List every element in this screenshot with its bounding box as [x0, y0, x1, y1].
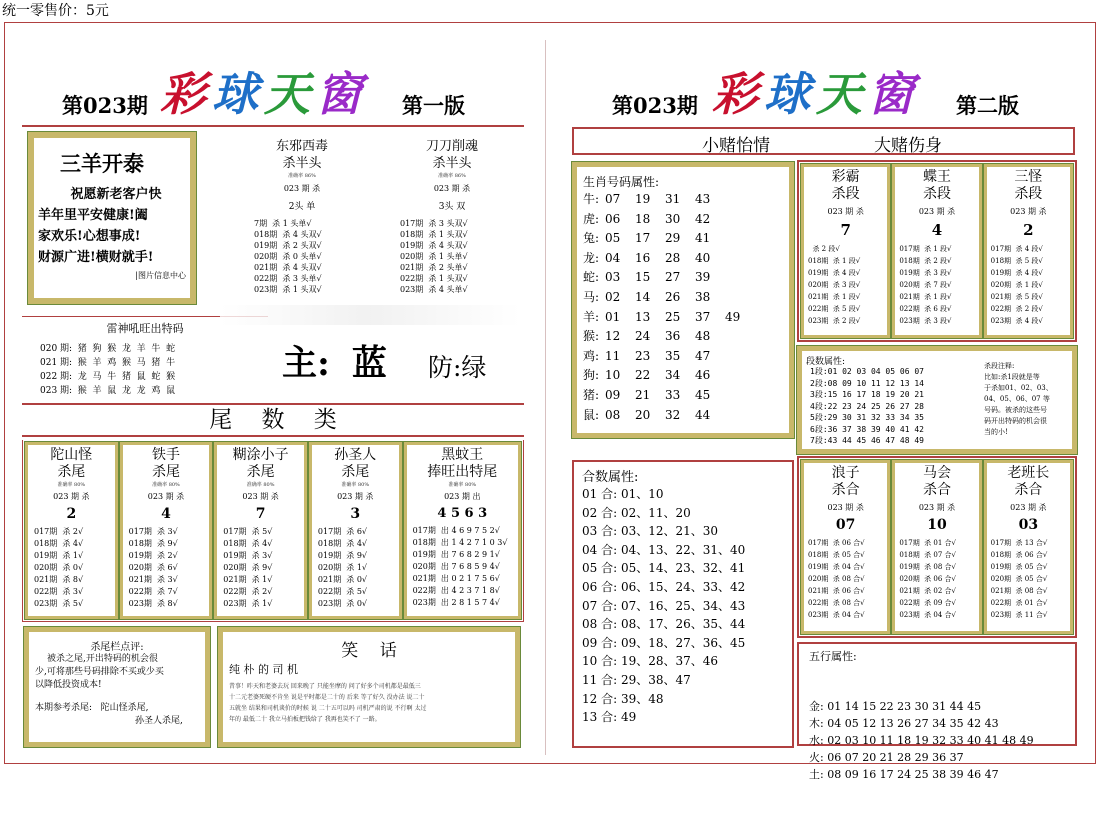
heshu-row: 13 合: 49 — [582, 710, 637, 725]
left-issue: 第023期 — [62, 93, 148, 118]
zodiac-row: 鼠: 08 20 32 44 — [583, 407, 711, 422]
greeting-lines: 祝愿新老客户快 羊年里平安健康!阖 家欢乐!心想事成! 财源广进!横财就手! — [38, 187, 162, 265]
zodiac-row: 虎: 06 18 30 42 — [583, 211, 711, 226]
main-color: 主: 蓝 — [282, 343, 387, 384]
heshu-row: 11 合: 29、38、47 — [582, 672, 691, 687]
right-logo: 彩球天窗 — [712, 67, 920, 121]
greeting-box — [28, 132, 196, 304]
zodiac-row: 猪: 09 21 33 45 — [583, 387, 711, 402]
slogan-bar: 小赌怡情 大赌伤身 — [572, 127, 1075, 155]
stat-box: 马会 杀合 023 期 杀 10 017期 杀 01 合√ 018期 杀 07 合√ 019期 杀 08 合√ 020期 杀 06 合√ 021期 杀 02 合√ 022期 杀 09 合√ 023期 杀 04 合√ — [892, 460, 981, 634]
heshu-row: 03 合: 03、12、21、30 — [582, 524, 719, 539]
heshu-box: 合数属性: 01 合: 01、10 02 合: 02、11、20 03 合: 03、12、21、30 04 合: 04、13、22、31、40 05 合: 05、14、23、32、41 06 合: 06、15、24、33、42 07 合: 07、16、25、34、43 08 合: 08、17、26、35、44 09 合: 09、18、27、36、45 10 合: 19、28、37、46 11 合: 29、38、47 12 合: 39、48 13 合: 49 — [572, 460, 794, 748]
stat-box: 彩霸 杀段 023 期 杀 7 杀 2 段√ 018期 杀 1 段√ 019期 杀 4 段√ 020期 杀 3 段√ 021期 杀 1 段√ 022期 杀 5 段√ 023期 杀 2 段√ — [801, 164, 890, 338]
kill-head-col2: 刀刀削魂 杀半头 准确率 86% 023 期 杀 3头 双 017期 杀 3 头双√ 018期 杀 1 头双√ 019期 杀 4 头双√ 020期 杀 1 头单√ 021期 杀 2 头单√ 022期 杀 1 头双√ 023期 杀 4 头单√ — [400, 139, 478, 294]
stat-box: 浪子 杀合 023 期 杀 07 017期 杀 06 合√ 018期 杀 05 合√ 019期 杀 04 合√ 020期 杀 08 合√ 021期 杀 06 合√ 022期 杀 08 合√ 023期 杀 04 合√ — [801, 460, 890, 634]
guard-color: 防:绿 — [428, 353, 487, 382]
heshu-row: 02 合: 02、11、20 — [582, 505, 691, 520]
heshu-row: 08 合: 08、17、26、35、44 — [582, 617, 746, 632]
thunder-box: 雷神吼旺出特码 020 期: 猪 狗 猴 龙 羊 牛 蛇 021 期: 猴 羊 鸡 猴 马 猪 牛 022 期: 龙 马 牛 猪 鼠 蛇 猴 023 期: 猴 羊 鼠 龙 龙 鸡 鼠 — [22, 316, 268, 402]
stat-box: 三怪 杀段 023 期 杀 2 017期 杀 4 段√ 018期 杀 5 段√ 019期 杀 4 段√ 020期 杀 1 段√ 021期 杀 5 段√ 022期 杀 2 段√ 023期 杀 4 段√ — [984, 164, 1073, 338]
heshu-row: 12 合: 39、48 — [582, 691, 664, 706]
duan-box: 段数属性: 1段:01 02 03 04 05 06 07 2段:08 09 10 11 12 13 14 3段:15 16 17 18 19 20 21 4段:22 23 24 25 26 27 28 5段:29 30 31 32 33 34 35 6段:36 37 38 39 40 41 42 7段:43 44 45 46 47 48 49 杀段注释: 比如:杀1段就是等 于杀如01、02、03、 04、05、06、07 等 号码。被杀的这些号 码开出特码的机会很 当的小! — [797, 346, 1077, 454]
heshu-row: 07 合: 07、16、25、34、43 — [582, 598, 746, 613]
zodiac-row: 蛇: 03 15 27 39 — [583, 270, 711, 285]
zodiac-row: 马: 02 14 26 38 — [583, 289, 711, 304]
heshu-row: 06 合: 06、15、24、33、42 — [582, 579, 746, 594]
center-fold — [545, 40, 546, 755]
price-label: 统一零售价：5元 — [2, 3, 109, 19]
right-edition: 第二版 — [956, 93, 1019, 118]
joke-box: 笑 话 纯 朴 的 司 机 昔事！昨天和老婆去玩 回来晚了 只能坐摩的 问了好多个司机都是最低三 十二元老婆死硬不肯坐 说是平时都是二十的 后来 等了好久 没办法 说二十 五就坐 结果和司机谈价的时候 说 二十五可以吗 司机严肃的说 不行啊 太过 年的 最低二十 我立马拍板把钱给了 我再也笑不了 一路。 — [218, 627, 520, 747]
stat-box: 黑蚊王 捧旺出特尾 准确率 80% 023 期 出 4 5 6 3 017期 出 4 6 9 7 5 2√ 018期 出 1 4 2 7 1 0 3√ 019期 出 7 6 8 2 9 1√ 020期 出 7 6 8 5 9 4√ 021期 出 0 2 1 7 5 6√ 022期 出 4 2 3 7 1 8√ 023期 出 2 8 1 5 7 4√ — [404, 442, 521, 619]
tail-boxes — [22, 440, 524, 622]
zodiac-row: 兔: 05 17 29 41 — [583, 231, 711, 246]
left-logo: 彩球天窗 — [160, 67, 368, 121]
left-header-rule — [22, 125, 524, 127]
zodiac-box: 生肖号码属性: 牛: 07 19 31 43 虎: 06 18 30 42 兔: 05 17 29 41 龙: 04 16 28 40 蛇: 03 15 27 39 马: 02 14 26 38 羊: 01 13 25 37 49 猴: 12 24 36 48 鸡: 11 23 35 47 狗: 10 22 34 46 猪: 09 21 33 45 鼠: 08 20 32 44 — [572, 162, 794, 438]
left-edition: 第一版 — [402, 93, 465, 118]
heshu-row: 10 合: 19、28、37、46 — [582, 654, 719, 669]
he-boxes — [797, 456, 1077, 638]
zodiac-row: 羊: 01 13 25 37 49 — [583, 309, 741, 324]
heshu-row: 09 合: 09、18、27、36、45 — [582, 635, 746, 650]
stat-box: 孙圣人 杀尾 准确率 80% 023 期 杀 3 017期 杀 6√ 018期 杀 4√ 019期 杀 9√ 020期 杀 1√ 021期 杀 0√ 022期 杀 5√ 023期 杀 0√ — [309, 442, 402, 619]
kill-head-col1: 东邪西毒 杀半头 准确率 86% 023 期 杀 2头 单 7期 杀 1 头单√ 018期 杀 4 头双√ 019期 杀 2 头双√ 020期 杀 0 头单√ 021期 杀 4 头双√ 022期 杀 3 头单√ 023期 杀 1 头双√ — [254, 139, 328, 294]
zodiac-row: 龙: 04 16 28 40 — [583, 250, 711, 265]
stat-box: 老班长 杀合 023 期 杀 03 017期 杀 13 合√ 018期 杀 06 合√ 019期 杀 05 合√ 020期 杀 05 合√ 021期 杀 08 合√ 022期 杀 01 合√ 023期 杀 11 合√ — [984, 460, 1073, 634]
heshu-row: 01 合: 01、10 — [582, 487, 664, 501]
tail-banner: 尾 数 类 — [22, 403, 524, 437]
stat-box: 陀山怪 杀尾 准确率 80% 023 期 杀 2 017期 杀 2√ 018期 杀 4√ 019期 杀 1√ 020期 杀 0√ 021期 杀 8√ 022期 杀 3√ 023期 杀 5√ — [25, 442, 118, 619]
zodiac-row: 鸡: 11 23 35 47 — [583, 348, 711, 363]
stat-box: 铁手 杀尾 准确率 80% 023 期 杀 4 017期 杀 3√ 018期 杀 9√ 019期 杀 2√ 020期 杀 6√ 021期 杀 3√ 022期 杀 7√ 023期 杀 8√ — [120, 442, 213, 619]
zodiac-row: 猴: 12 24 36 48 — [583, 329, 711, 344]
right-issue: 第023期 — [612, 93, 698, 118]
smudge — [220, 305, 520, 325]
greeting-title: 三羊开泰 — [60, 151, 144, 176]
zodiac-row: 狗: 10 22 34 46 — [583, 368, 711, 383]
zodiac-row: 牛: 07 19 31 43 — [583, 192, 711, 206]
heshu-row: 04 合: 04、13、22、31、40 — [582, 542, 746, 557]
stat-box: 蝶王 杀段 023 期 杀 4 017期 杀 1 段√ 018期 杀 2 段√ 019期 杀 3 段√ 020期 杀 7 段√ 021期 杀 1 段√ 022期 杀 6 段√ 023期 杀 3 段√ — [892, 164, 981, 338]
stat-box: 糊涂小子 杀尾 准确率 80% 023 期 杀 7 017期 杀 5√ 018期 杀 4√ 019期 杀 3√ 020期 杀 9√ 021期 杀 1√ 022期 杀 2√ 023期 杀 1√ — [214, 442, 307, 619]
greeting-footer: |图片信息中心 — [135, 271, 186, 280]
comment-box: 杀尾栏点评: 被杀之尾,开出特码的机会很 少,可将那些号码排除不买或少买 以降低投资成本! 本期参考杀尾: 陀山怪杀尾, 孙圣人杀尾, — [24, 627, 210, 747]
wuxing-box: 五行属性: 金: 01 14 15 22 23 30 31 44 45 木: 04 05 12 13 26 27 34 35 42 43 水: 02 03 10 11 18 19 32 33 40 41 48 49 火: 06 07 20 21 28 29 36 37 土: 08 09 16 17 24 25 38 39 46 47 — [797, 642, 1077, 746]
heshu-row: 05 合: 05、14、23、32、41 — [582, 561, 746, 576]
seg-boxes — [797, 160, 1077, 342]
